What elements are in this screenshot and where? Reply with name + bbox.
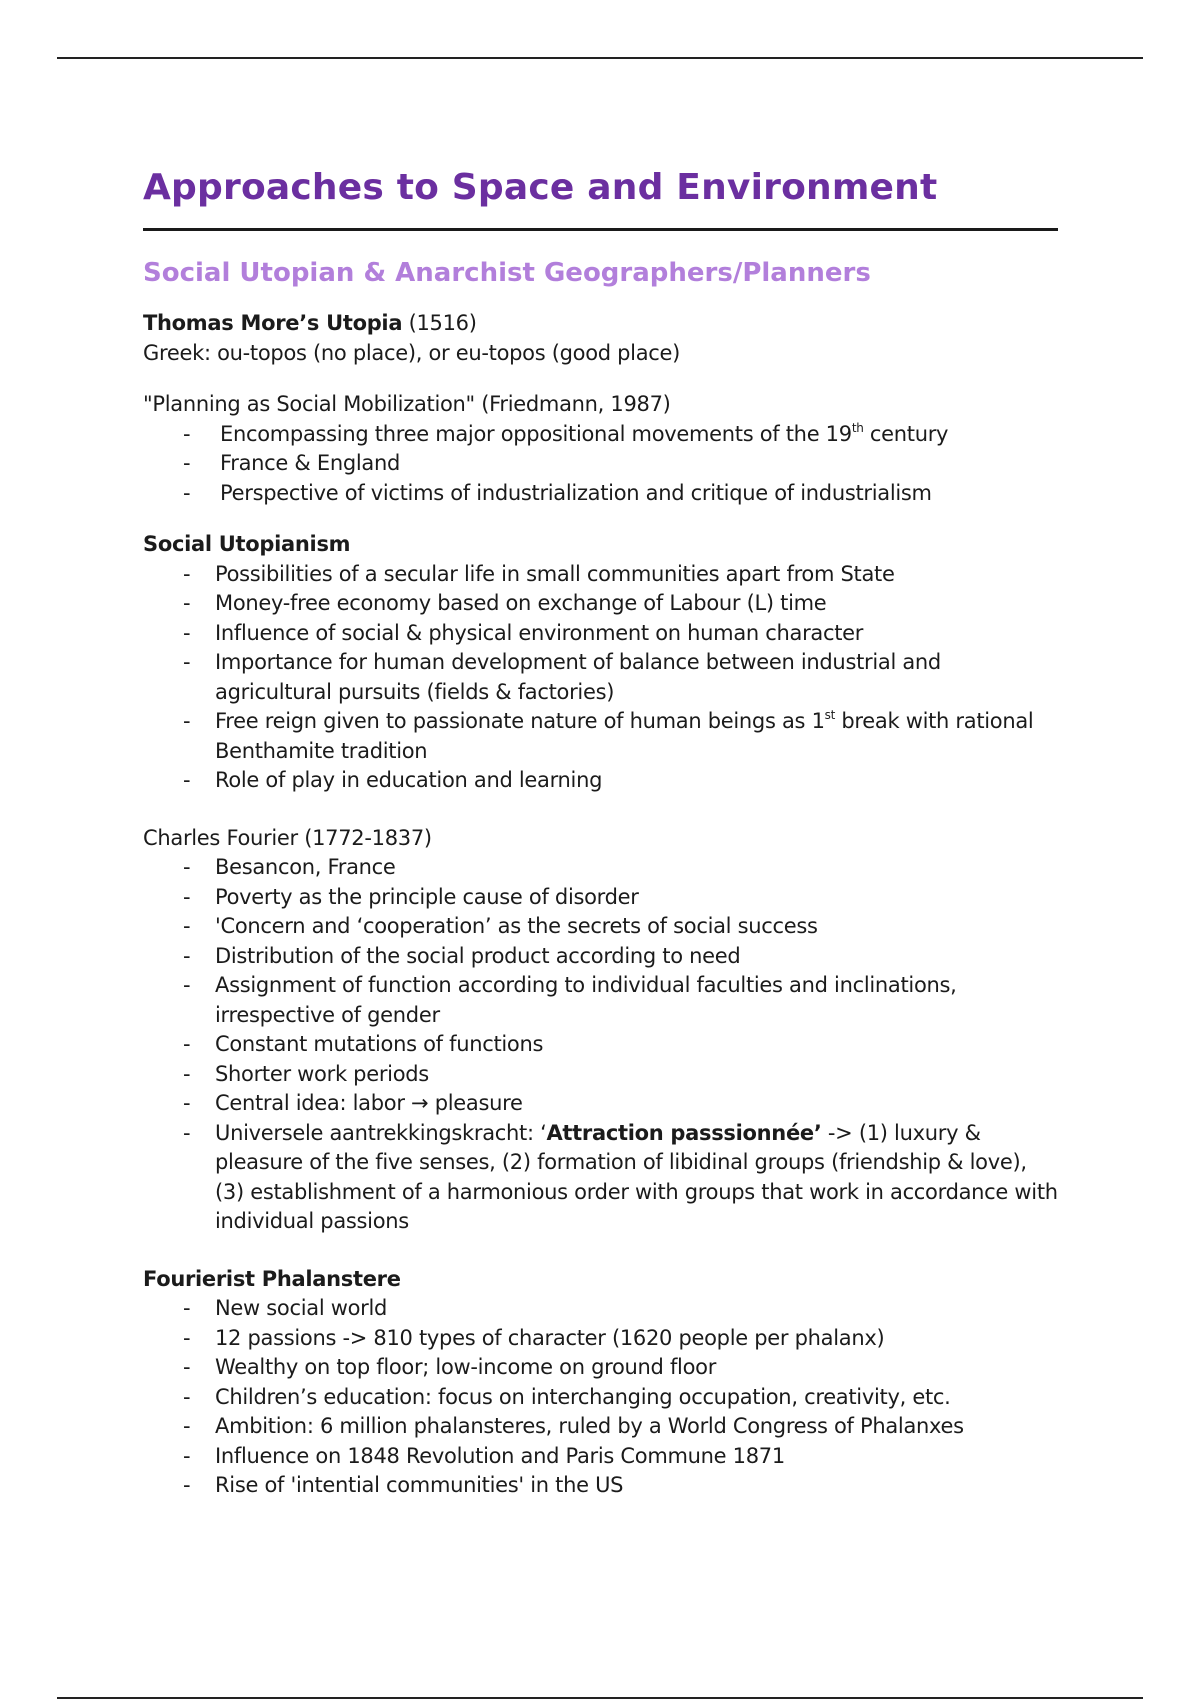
list-item-text: Influence on 1848 Revolution and Paris Commune 1871	[215, 1443, 785, 1468]
dash-bullet: -	[183, 1443, 191, 1468]
list-item-text: -> (1) luxury & pleasure of the five senses, (2) formation of libidinal groups (friendship & love), (3) establishment of a harmonious order with groups that work in accordance with individual passions	[215, 1120, 1058, 1233]
dash-bullet: -	[183, 620, 191, 645]
dash-bullet: -	[183, 1414, 191, 1438]
document-title: Approaches to Space and Environment	[143, 167, 938, 208]
phalanstere-list	[143, 1294, 1058, 1501]
list-item-text: Free reign given to passionate nature of human beings as 1	[215, 709, 825, 733]
dash-bullet: -	[183, 1325, 191, 1350]
dash-bullet: -	[183, 914, 191, 938]
superscript: th	[851, 420, 864, 435]
list-item	[143, 619, 1058, 649]
list-item-text: Assignment of function according to individual faculties and inclinations, irrespective of gender	[215, 973, 957, 1027]
list-item-text: Role of play in education and learning	[215, 768, 603, 792]
dash-bullet: -	[183, 451, 191, 475]
emphasis-text: Attraction passsionnée’	[546, 1120, 822, 1145]
list-item	[143, 971, 1058, 1030]
list-item	[143, 648, 1058, 707]
list-item	[143, 1353, 1058, 1383]
list-item-text: Perspective of victims of industrialization and critique of industrialism	[220, 480, 932, 505]
utopianism-list	[143, 560, 1058, 796]
more-heading	[143, 309, 1058, 339]
list-item	[143, 766, 1058, 796]
list-item-text: Children’s education: focus on interchanging occupation, creativity, etc.	[215, 1384, 951, 1409]
more-year: (1516)	[402, 311, 477, 335]
list-item-text: France & England	[220, 451, 401, 475]
list-item-text: Distribution of the social product according to need	[215, 943, 741, 968]
dash-bullet: -	[183, 884, 191, 909]
list-item	[143, 589, 1058, 619]
list-item-text: 12 passions -> 810 types of character (1620 people per phalanx)	[215, 1325, 885, 1350]
list-item-text: Possibilities of a secular life in small communities apart from State	[215, 561, 895, 586]
list-item-text: Poverty as the principle cause of disorder	[215, 884, 639, 909]
list-item-text: New social world	[215, 1296, 388, 1320]
list-item-text: Influence of social & physical environment on human character	[215, 620, 864, 645]
list-item	[143, 912, 1058, 942]
dash-bullet: -	[183, 1061, 191, 1086]
title-underline	[143, 228, 1058, 231]
dash-bullet: -	[183, 561, 191, 586]
list-item	[143, 1324, 1058, 1354]
friedmann-list	[143, 420, 1058, 509]
list-item-text: century	[863, 421, 949, 446]
list-item-text: Importance for human development of balance between industrial and agricultural pursuits (fields & factories)	[215, 650, 941, 704]
list-item	[143, 449, 1058, 479]
list-item	[143, 707, 1058, 766]
list-item-text: Besancon, France	[215, 855, 396, 879]
dash-bullet: -	[183, 1355, 191, 1379]
list-item-text: Wealthy on top floor; low-income on ground floor	[215, 1355, 717, 1379]
list-item	[143, 853, 1058, 883]
fourier-list	[143, 853, 1058, 1237]
list-item-text: break with rational Benthamite tradition	[215, 709, 1034, 763]
list-item-text: Constant mutations of functions	[215, 1032, 544, 1056]
list-item-text: Universele aantrekkingskracht: ‘	[215, 1120, 547, 1145]
dash-bullet: -	[183, 1120, 191, 1145]
dash-bullet: -	[183, 421, 191, 446]
list-item	[143, 560, 1058, 590]
list-item	[143, 942, 1058, 972]
list-item	[143, 1089, 1058, 1119]
dash-bullet: -	[183, 855, 191, 879]
list-item-text: 'Concern and ‘cooperation’ as the secrets of social success	[215, 914, 818, 938]
phalanstere-heading: Fourierist Phalanstere	[143, 1266, 401, 1291]
more-block	[143, 309, 1058, 368]
list-item-text: Encompassing three major oppositional movements of the 19	[220, 421, 852, 446]
fourier-block	[143, 824, 1058, 1237]
dash-bullet: -	[183, 1473, 191, 1497]
document-body	[143, 160, 1058, 1501]
dash-bullet: -	[183, 1091, 191, 1115]
list-item	[143, 1383, 1058, 1413]
list-item	[143, 479, 1058, 509]
dash-bullet: -	[183, 480, 191, 505]
list-item	[143, 1442, 1058, 1472]
section-subtitle: Social Utopian & Anarchist Geographers/Planners	[143, 258, 871, 288]
list-item-text: Money-free economy based on exchange of Labour (L) time	[215, 591, 827, 615]
dash-bullet: -	[183, 1296, 191, 1320]
list-item-text: Ambition: 6 million phalansteres, ruled by a World Congress of Phalanxes	[215, 1414, 964, 1438]
utopianism-heading: Social Utopianism	[143, 532, 351, 556]
list-item-text: Central idea: labor → pleasure	[215, 1091, 523, 1115]
dash-bullet: -	[183, 768, 191, 792]
more-title: Thomas More’s Utopia	[143, 311, 403, 335]
list-item	[143, 1471, 1058, 1501]
utopianism-block	[143, 530, 1058, 796]
list-item	[143, 1119, 1058, 1237]
dash-bullet: -	[183, 1384, 191, 1409]
fourier-heading: Charles Fourier (1772-1837)	[143, 825, 432, 850]
dash-bullet: -	[183, 973, 191, 997]
dash-bullet: -	[183, 650, 191, 674]
list-item	[143, 420, 1058, 450]
more-greek: Greek: ou-topos (no place), or eu-topos (good place)	[143, 340, 681, 365]
friedmann-block	[143, 390, 1058, 508]
superscript: st	[824, 708, 835, 722]
list-item	[143, 1060, 1058, 1090]
friedmann-heading: "Planning as Social Mobilization" (Friedmann, 1987)	[143, 392, 671, 416]
phalanstere-block	[143, 1265, 1058, 1501]
dash-bullet: -	[183, 943, 191, 968]
list-item-text: Shorter work periods	[215, 1061, 429, 1086]
list-item	[143, 1412, 1058, 1442]
dash-bullet: -	[183, 1032, 191, 1056]
dash-bullet: -	[183, 591, 191, 615]
dash-bullet: -	[183, 709, 191, 733]
page-bottom-rule	[57, 1697, 1143, 1699]
page-top-rule	[57, 57, 1143, 59]
list-item	[143, 1030, 1058, 1060]
list-item	[143, 1294, 1058, 1324]
list-item	[143, 883, 1058, 913]
list-item-text: Rise of 'intential communities' in the US	[215, 1473, 624, 1497]
